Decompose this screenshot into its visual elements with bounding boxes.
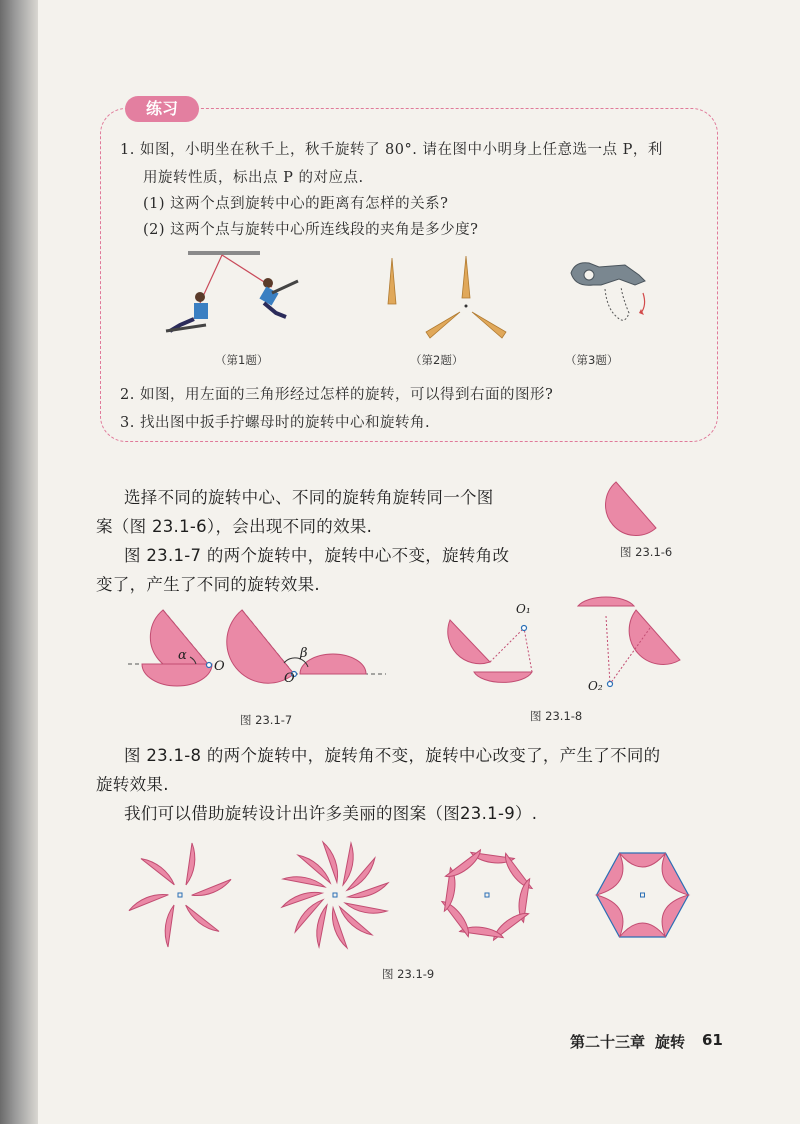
para-2-line-2: 变了，产生了不同的旋转效果. <box>96 575 320 594</box>
point-o2-label: O₂ <box>588 679 603 693</box>
exercise-q2: 2. 如图，用左面的三角形经过怎样的旋转，可以得到右面的图形? <box>120 387 554 403</box>
para-4: 我们可以借助旋转设计出许多美丽的图案（图23.1-9）. <box>124 804 538 823</box>
point-o1-label: O₁ <box>516 602 531 616</box>
pattern-pinwheel-6 <box>125 840 235 950</box>
page-number: 61 <box>702 1031 723 1049</box>
para-2-line-1: 图 23.1-7 的两个旋转中，旋转中心不变，旋转角改 <box>124 546 510 565</box>
figure-23-1-7 <box>128 605 388 700</box>
wrench-illustration <box>565 255 665 335</box>
pattern-hexagon <box>590 845 695 945</box>
point-o-label-right: O <box>284 671 295 686</box>
footer-title: 旋转 <box>655 1033 686 1051</box>
figure-23-1-6 <box>612 478 662 532</box>
caption-q2: （第2题） <box>410 353 464 367</box>
exercise-q1-line2: 用旋转性质，标出点 P 的对应点. <box>143 170 364 186</box>
exercise-q1-sub2: (2) 这两个点与旋转中心所连线段的夹角是多少度? <box>143 222 479 238</box>
caption-q1: （第1题） <box>215 353 269 367</box>
para-3-line-1: 图 23.1-8 的两个旋转中，旋转角不变，旋转中心改变了，产生了不同的 <box>124 746 661 765</box>
caption-q3: （第3题） <box>565 353 619 367</box>
angle-alpha-label: α <box>178 648 187 663</box>
exercise-q3: 3. 找出图中扳手拧螺母时的旋转中心和旋转角. <box>120 415 431 431</box>
figure-23-1-8 <box>440 598 690 698</box>
figure-23-1-7-caption: 图 23.1-7 <box>240 713 293 727</box>
exercise-q1-sub1: (1) 这两个点到旋转中心的距离有怎样的关系? <box>143 196 449 212</box>
para-1-line-2: 案（图 23.1-6），会出现不同的效果. <box>96 517 373 536</box>
figure-23-1-8-caption: 图 23.1-8 <box>530 709 583 723</box>
pattern-ring <box>432 840 542 950</box>
pattern-pinwheel-12 <box>280 840 390 950</box>
angle-beta-label: β <box>300 646 308 661</box>
swing-illustration <box>160 245 320 345</box>
para-1-line-1: 选择不同的旋转中心、不同的旋转角旋转同一个图 <box>124 488 494 507</box>
figure-23-1-6-caption: 图 23.1-6 <box>620 545 673 559</box>
para-3-line-2: 旋转效果. <box>96 775 169 794</box>
exercise-tag: 练习 <box>125 96 199 122</box>
footer-chapter: 第二十三章 <box>570 1033 646 1051</box>
book-spine-shadow <box>0 0 38 1124</box>
exercise-q1-line1: 1. 如图，小明坐在秋千上，秋千旋转了 80°. 请在图中小明身上任意选一点 P，利 <box>120 142 663 158</box>
triangle-rotation-illustration <box>380 250 530 340</box>
figure-23-1-9-caption: 图 23.1-9 <box>382 967 435 981</box>
point-o-label-left: O <box>214 659 225 674</box>
